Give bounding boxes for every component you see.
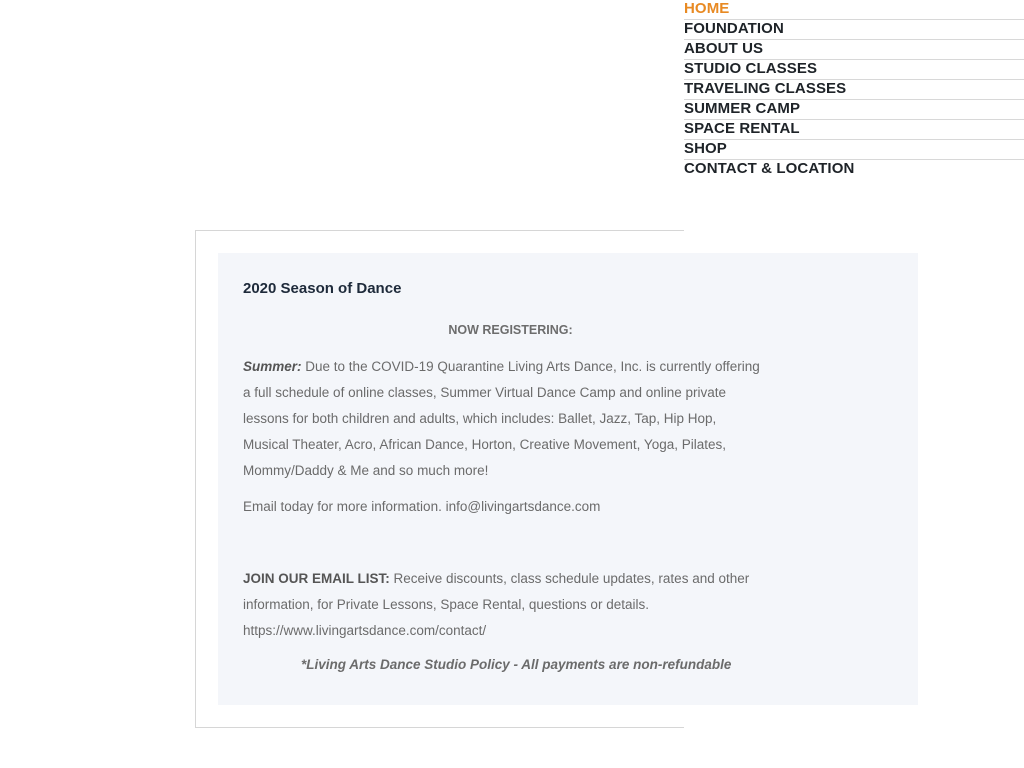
nav-item-about-us[interactable]: ABOUT US bbox=[684, 40, 1024, 60]
summer-line-3: lessons for both children and adults, which includes: Ballet, Jazz, Tap, Hip Hop, bbox=[243, 411, 717, 426]
email-info-text: Email today for more information. bbox=[243, 499, 442, 514]
summer-line-2: a full schedule of online classes, Summer Virtual Dance Camp and online private bbox=[243, 385, 727, 400]
email-link[interactable]: info@livingartsdance.com bbox=[445, 499, 601, 514]
nav-item-traveling-classes[interactable]: TRAVELING CLASSES bbox=[684, 80, 1024, 100]
join-label: JOIN OUR EMAIL LIST: bbox=[243, 571, 390, 586]
section-title: 2020 Season of Dance bbox=[243, 280, 402, 297]
join-line-1 bbox=[243, 566, 749, 592]
content-card-inner bbox=[218, 253, 918, 705]
join-paragraph bbox=[243, 566, 749, 644]
summer-text-1: Due to the COVID-19 Quarantine Living Arts Dance, Inc. is currently offering bbox=[305, 359, 760, 374]
summer-paragraph bbox=[243, 354, 760, 484]
summer-line-4: Musical Theater, Acro, African Dance, Horton, Creative Movement, Yoga, Pilates, bbox=[243, 437, 726, 452]
nav-item-home[interactable]: HOME bbox=[684, 0, 1024, 20]
nav-item-space-rental[interactable]: SPACE RENTAL bbox=[684, 120, 1024, 140]
summer-label: Summer: bbox=[243, 359, 302, 374]
content-card bbox=[195, 230, 760, 728]
main-nav bbox=[684, 0, 1024, 179]
contact-page-link[interactable]: https://www.livingartsdance.com/contact/ bbox=[243, 623, 487, 638]
now-registering-heading: NOW REGISTERING: bbox=[448, 323, 573, 337]
email-info-paragraph bbox=[243, 494, 600, 520]
nav-item-foundation[interactable]: FOUNDATION bbox=[684, 20, 1024, 40]
join-line-2: information, for Private Lessons, Space Rental, questions or details. bbox=[243, 597, 649, 612]
summer-line-1 bbox=[243, 354, 760, 380]
nav-item-contact-location[interactable]: CONTACT & LOCATION bbox=[684, 160, 855, 177]
nav-item-studio-classes[interactable]: STUDIO CLASSES bbox=[684, 60, 1024, 80]
summer-line-5: Mommy/Daddy & Me and so much more! bbox=[243, 463, 489, 478]
policy-note: *Living Arts Dance Studio Policy - All payments are non-refundable bbox=[301, 657, 732, 672]
nav-item-summer-camp[interactable]: SUMMER CAMP bbox=[684, 100, 1024, 120]
join-text-1: Receive discounts, class schedule updates, rates and other bbox=[393, 571, 750, 586]
nav-item-shop[interactable]: SHOP bbox=[684, 140, 1024, 160]
